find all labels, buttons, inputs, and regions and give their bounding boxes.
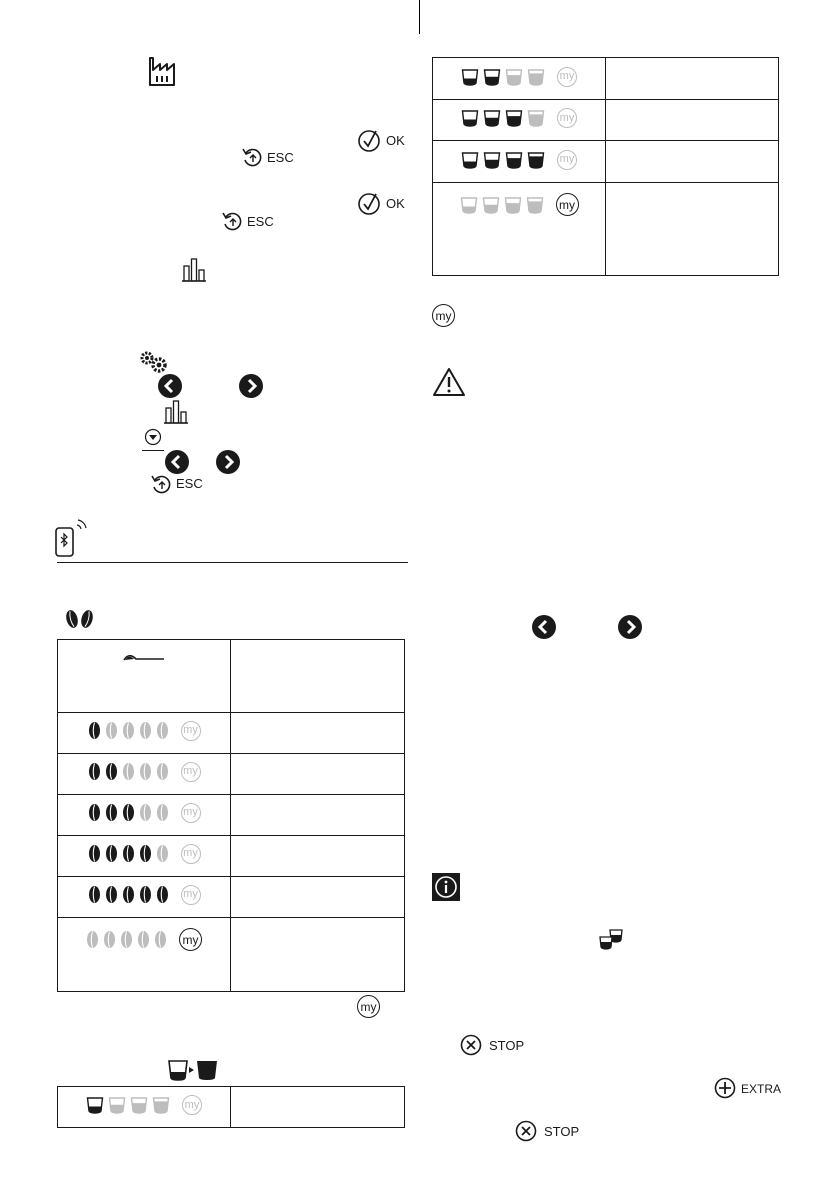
cup-icon <box>527 151 545 169</box>
cup-icon <box>461 109 479 127</box>
my-icon: my <box>432 304 455 327</box>
cup-icon <box>483 68 501 86</box>
info-icon <box>432 873 460 901</box>
my-icon: my <box>182 1095 202 1115</box>
bean-icon <box>88 721 101 740</box>
bean-row <box>58 713 231 754</box>
bean-row <box>58 754 231 795</box>
table-cell <box>231 754 405 795</box>
bean-icon <box>154 930 167 949</box>
bean-row <box>58 877 231 918</box>
bean-icon <box>139 844 152 863</box>
bean-icon <box>122 885 135 904</box>
bean-icon <box>105 885 118 904</box>
bar-chart-icon <box>163 398 189 424</box>
bean-strength-table <box>57 639 405 992</box>
my-icon: my <box>181 844 201 864</box>
bean-icon <box>139 721 152 740</box>
cup-level <box>461 67 577 87</box>
table-cell <box>606 100 779 141</box>
bean-icon <box>137 930 150 949</box>
bean-icon <box>122 803 135 822</box>
my-icon: my <box>179 928 202 951</box>
coffee-beans-icon <box>65 609 97 629</box>
cup-row <box>433 183 606 276</box>
cup-icon <box>152 1096 170 1114</box>
chevron-right-icon <box>238 373 264 399</box>
bean-row <box>58 836 231 877</box>
cup-level <box>461 150 577 170</box>
ok-label: OK <box>386 196 405 211</box>
esc-label: ESC <box>247 214 274 229</box>
bean-icon <box>103 930 116 949</box>
cup-size-icon <box>167 1058 219 1082</box>
cup-level <box>86 1095 202 1115</box>
bean-icon <box>105 803 118 822</box>
table-cell <box>231 713 405 754</box>
my-icon: my <box>181 762 201 782</box>
stop-label: STOP <box>489 1038 525 1053</box>
extra-plus-icon <box>714 1077 736 1099</box>
bean-icon <box>105 762 118 781</box>
bean-icon <box>156 844 169 863</box>
my-icon: my <box>557 150 577 170</box>
table-cell <box>231 795 405 836</box>
cup-icon <box>483 151 501 169</box>
ok-label: OK <box>386 133 405 148</box>
table-header-cell <box>58 640 231 713</box>
bean-icon <box>139 885 152 904</box>
stop-icon <box>515 1120 537 1142</box>
bean-icon <box>122 721 135 740</box>
bean-icon <box>86 930 99 949</box>
section-rule <box>57 562 408 563</box>
gears-icon <box>139 350 169 374</box>
chevron-left-icon <box>157 373 183 399</box>
cup-icon <box>527 68 545 86</box>
bean-icon <box>88 762 101 781</box>
esc-back-icon <box>150 473 172 495</box>
bean-row <box>58 918 231 992</box>
chevron-right-icon <box>617 614 643 640</box>
bean-level <box>88 803 201 823</box>
double-cup-icon <box>598 928 624 952</box>
cup-icon <box>461 68 479 86</box>
bean-level <box>88 885 201 905</box>
ok-check-icon <box>357 192 381 216</box>
table-cell <box>231 836 405 877</box>
bean-select-icon <box>144 428 164 450</box>
cup-row <box>58 1087 231 1128</box>
cup-icon <box>130 1096 148 1114</box>
table-cell <box>606 58 779 100</box>
bean-icon <box>105 721 118 740</box>
divider <box>142 450 164 451</box>
cup-row <box>433 58 606 100</box>
table-header-cell <box>231 640 405 713</box>
my-icon: my <box>557 67 577 87</box>
bean-level <box>88 844 201 864</box>
cup-icon <box>504 196 522 214</box>
bean-icon <box>88 844 101 863</box>
cup-icon <box>526 196 544 214</box>
table-cell <box>606 141 779 183</box>
bean-icon <box>88 885 101 904</box>
bluetooth-phone-icon <box>54 516 88 558</box>
bean-icon <box>139 762 152 781</box>
cup-row <box>433 100 606 141</box>
chevron-left-icon <box>164 449 190 475</box>
bean-icon <box>105 844 118 863</box>
cup-icon <box>461 151 479 169</box>
cup-level <box>460 193 579 216</box>
my-icon: my <box>357 995 380 1018</box>
extra-label: EXTRA <box>741 1082 782 1096</box>
table-cell <box>231 1087 405 1128</box>
bean-icon <box>156 721 169 740</box>
my-icon: my <box>181 885 201 905</box>
cup-icon <box>108 1096 126 1114</box>
bean-icon <box>120 930 133 949</box>
bean-icon <box>88 803 101 822</box>
bean-level <box>88 721 201 741</box>
chevron-right-icon <box>215 449 241 475</box>
cup-icon <box>483 109 501 127</box>
spoon-icon <box>122 651 166 663</box>
cup-row <box>433 141 606 183</box>
my-icon: my <box>556 193 579 216</box>
warning-icon <box>432 367 466 397</box>
cup-icon <box>527 109 545 127</box>
esc-back-icon <box>221 210 243 232</box>
bean-level <box>86 928 202 951</box>
cup-icon <box>86 1096 104 1114</box>
my-icon: my <box>181 721 201 741</box>
cup-icon <box>482 196 500 214</box>
ok-check-icon <box>357 129 381 153</box>
bar-chart-icon <box>181 256 207 282</box>
stop-icon <box>460 1034 482 1056</box>
table-cell <box>231 918 405 992</box>
esc-back-icon <box>241 146 263 168</box>
stop-label: STOP <box>544 1124 580 1139</box>
esc-label: ESC <box>267 150 294 165</box>
bean-level <box>88 762 201 782</box>
fold-line <box>419 0 420 34</box>
cup-icon <box>505 151 523 169</box>
factory-icon <box>148 56 176 86</box>
cup-length-table-start <box>57 1086 405 1128</box>
esc-label: ESC <box>176 476 203 491</box>
bean-icon <box>156 803 169 822</box>
table-cell <box>606 183 779 276</box>
bean-row <box>58 795 231 836</box>
bean-icon <box>122 844 135 863</box>
bean-icon <box>139 803 152 822</box>
cup-icon <box>505 109 523 127</box>
table-cell <box>231 877 405 918</box>
cup-icon <box>460 196 478 214</box>
bean-icon <box>122 762 135 781</box>
my-icon: my <box>181 803 201 823</box>
cup-icon <box>505 68 523 86</box>
cup-length-table <box>432 57 779 276</box>
bean-icon <box>156 762 169 781</box>
bean-icon <box>156 885 169 904</box>
cup-level <box>461 108 577 128</box>
chevron-left-icon <box>531 614 557 640</box>
my-icon: my <box>557 108 577 128</box>
